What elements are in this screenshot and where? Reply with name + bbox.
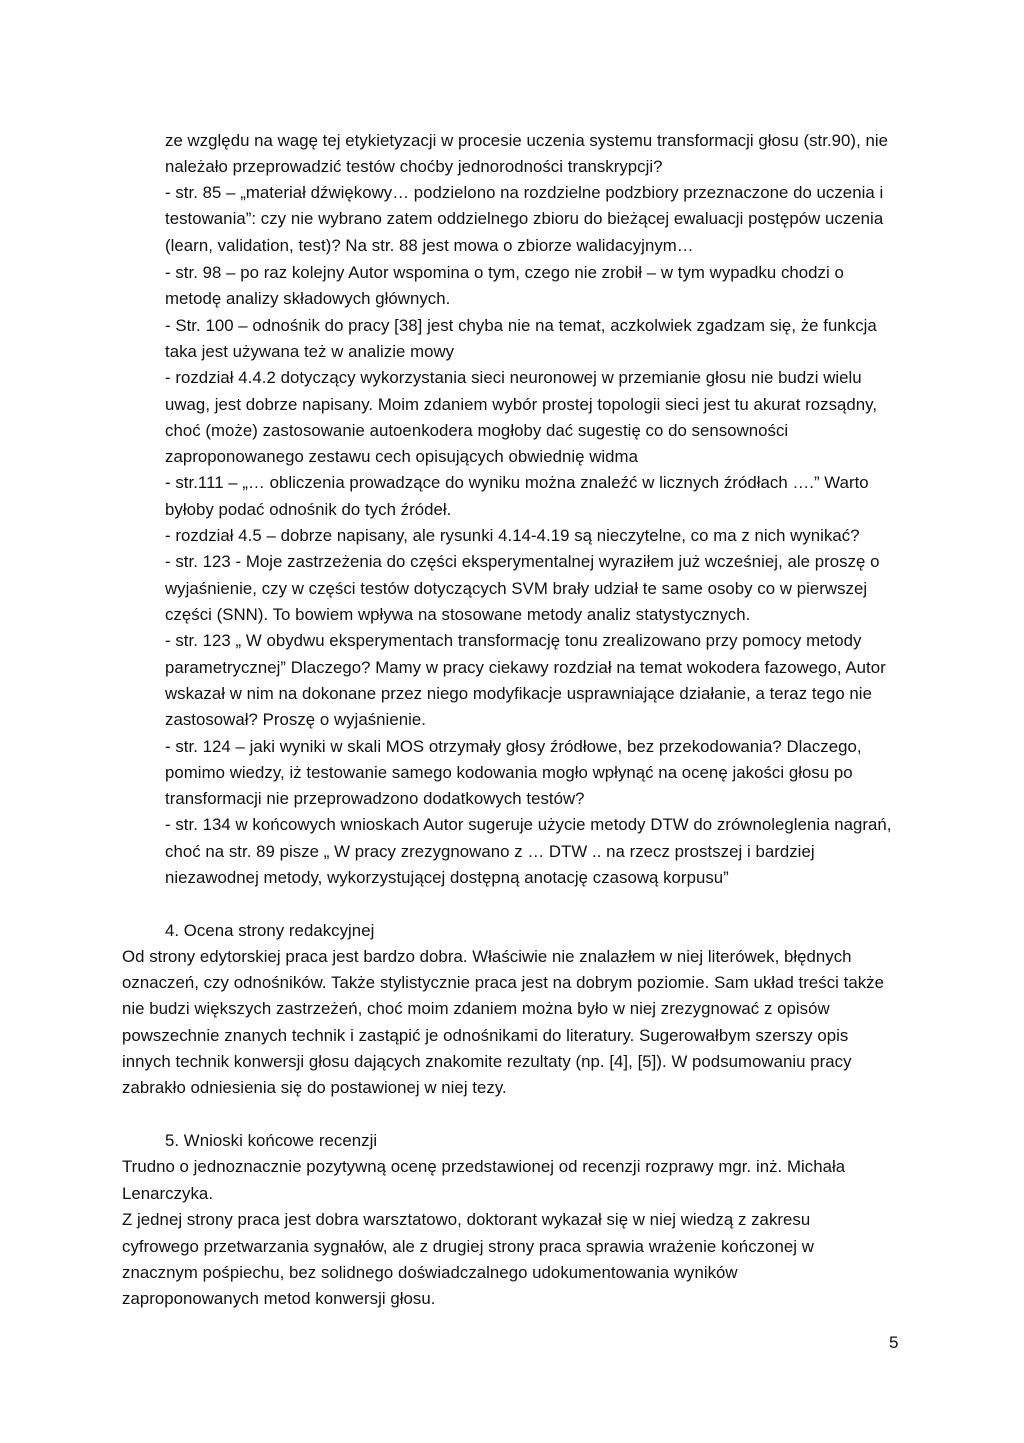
review-line: - rozdział 4.5 – dobrze napisany, ale rysunki 4.14-4.19 są nieczytelne, co ma z nich wynikać? bbox=[165, 526, 860, 545]
paragraph-line: Trudno o jednoznacznie pozytywną ocenę przedstawionej od recenzji rozprawy mgr. inż. Michała bbox=[122, 1157, 846, 1176]
review-line: (learn, validation, test)? Na str. 88 jest mowa o zbiorze walidacyjnym… bbox=[165, 236, 694, 255]
review-line: należało przeprowadzić testów choćby jednorodności transkrypcji? bbox=[165, 157, 663, 176]
review-line: choć (może) zastosowanie autoenkodera mogłoby dać sugestię co do sensowności bbox=[165, 421, 789, 440]
review-line: wyjaśnienie, czy w części testów dotyczących SVM brały udział te same osoby co w pierwszej bbox=[165, 579, 868, 598]
paragraph-line: znacznym pośpiechu, bez solidnego doświadczalnego udokumentowania wyników bbox=[122, 1263, 738, 1282]
review-line: ze względu na wagę tej etykietyzacji w procesie uczenia systemu transformacji głosu (str.90), nie bbox=[165, 131, 889, 150]
paragraph-line: cyfrowego przetwarzania sygnałów, ale z drugiej strony praca sprawia wrażenie kończonej w bbox=[122, 1237, 814, 1256]
paragraph-line: Lenarczyka. bbox=[122, 1184, 214, 1203]
paragraph-line: Z jednej strony praca jest dobra warsztatowo, doktorant wykazał się w niej wiedzą z zakresu bbox=[122, 1210, 811, 1229]
paragraph-line: nie budzi większych zastrzeżeń, choć moim zdaniem można było w niej zrezygnować z opisów bbox=[122, 999, 830, 1018]
review-line: wskazał w nim na dokonane przez niego modyfikacje usprawniające działanie, a teraz tego nie bbox=[165, 684, 872, 703]
review-line: parametrycznej” Dlaczego? Mamy w pracy ciekawy rozdział na temat wokodera fazowego, Autor bbox=[165, 658, 886, 677]
review-line: metodę analizy składowych głównych. bbox=[165, 289, 451, 308]
review-line: transformacji nie przeprowadzono dodatkowych testów? bbox=[165, 789, 585, 808]
review-line: uwag, jest dobrze napisany. Moim zdaniem wybór prostej topologii sieci jest tu akurat rozsądny, bbox=[165, 395, 878, 414]
review-line: zaproponowanego zestawu cech opisujących obwiednię widma bbox=[165, 447, 638, 466]
review-line: - str. 98 – po raz kolejny Autor wspomina o tym, czego nie zrobił – w tym wypadku chodzi o bbox=[165, 263, 844, 282]
review-line: byłoby podać odnośnik do tych źródeł. bbox=[165, 500, 452, 519]
paragraph-line: Od strony edytorskiej praca jest bardzo dobra. Właściwie nie znalazłem w niej literówek, błędnych bbox=[122, 947, 852, 966]
section-heading: 4. Ocena strony redakcyjnej bbox=[165, 921, 375, 940]
review-line: - str. 134 w końcowych wnioskach Autor sugeruje użycie metody DTW do zrównoleglenia nagrań, bbox=[165, 815, 892, 834]
paragraph-line: oznaczeń, czy odnośników. Także stylistycznie praca jest na dobrym poziomie. Sam układ treści także bbox=[122, 973, 885, 992]
paragraph-line: zabrakło odniesienia się do postawionej w niej tezy. bbox=[122, 1078, 507, 1097]
review-line: - str. 85 – „materiał dźwiękowy… podzielono na rozdzielne podzbiory przeznaczone do uczenia i bbox=[165, 183, 884, 202]
review-line: - str. 123 - Moje zastrzeżenia do części eksperymentalnej wyraziłem już wcześniej, ale proszę o bbox=[165, 552, 880, 571]
review-line: zastosował? Proszę o wyjaśnienie. bbox=[165, 710, 426, 729]
paragraph-line: powszechnie znanych technik i zastąpić je odnośnikami do literatury. Sugerowałbym szerszy opis bbox=[122, 1026, 849, 1045]
review-line: części (SNN). To bowiem wpływa na stosowane metody analiz statystycznych. bbox=[165, 605, 751, 624]
review-line: - Str. 100 – odnośnik do pracy [38] jest chyba nie na temat, aczkolwiek zgadzam się, że funkcja bbox=[165, 316, 877, 335]
review-line: niezawodnej metody, wykorzystującej dostępną anotację czasową korpusu” bbox=[165, 868, 729, 887]
section-heading: 5. Wnioski końcowe recenzji bbox=[165, 1131, 378, 1150]
review-line: taka jest używana też w analizie mowy bbox=[165, 342, 455, 361]
review-line: - str. 123 „ W obydwu eksperymentach transformację tonu zrealizowano przy pomocy metody bbox=[165, 631, 862, 650]
review-line: choć na str. 89 pisze „ W pracy zrezygnowano z … DTW .. na rzecz prostszej i bardziej bbox=[165, 842, 815, 861]
paragraph-line: innych technik konwersji głosu dających znakomite rezultaty (np. [4], [5]). W podsumowaniu pracy bbox=[122, 1052, 852, 1071]
review-line: pomimo wiedzy, iż testowanie samego kodowania mogło wpłynąć na ocenę jakości głosu po bbox=[165, 763, 853, 782]
review-line: testowania”: czy nie wybrano zatem oddzielnego zbioru do bieżącej ewaluacji postępów uczenia bbox=[165, 209, 884, 228]
page-number: 5 bbox=[889, 1333, 899, 1352]
review-line: - rozdział 4.4.2 dotyczący wykorzystania sieci neuronowej w przemianie głosu nie budzi wielu bbox=[165, 368, 862, 387]
paragraph-line: zaproponowanych metod konwersji głosu. bbox=[122, 1289, 436, 1308]
review-line: - str. 124 – jaki wyniki w skali MOS otrzymały głosy źródłowe, bez przekodowania? Dlaczego, bbox=[165, 737, 862, 756]
review-line: - str.111 – „… obliczenia prowadzące do wyniku można znaleźć w licznych źródłach ….” Warto bbox=[165, 473, 869, 492]
